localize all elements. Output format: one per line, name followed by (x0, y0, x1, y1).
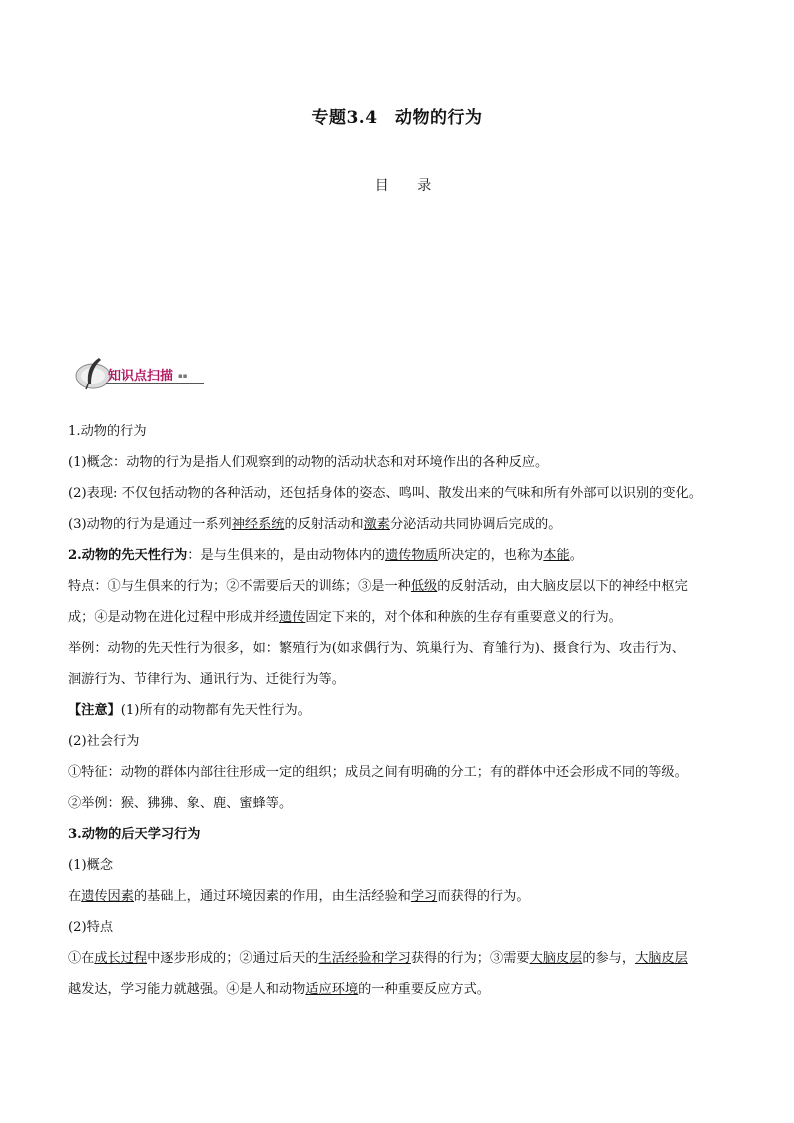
section-2-examples-line2: 洄游行为、节律行为、通讯行为、迁徙行为等。 (68, 672, 345, 687)
section-1-manifestation: (2)表现: 不仅包括动物的各种活动，还包括身体的姿态、鸣叫、散发出来的气味和所有外部可以识别的变化。 (68, 486, 702, 501)
section-3-features: ①在成长过程中逐步形成的；②通过后天的生活经验和学习获得的行为；③需要大脑皮层的参与，大脑皮层 越发达，学习能力就越强。④是人和动物适应环境的一种重要反应方式。 (68, 951, 688, 997)
toc-heading: 目 录 (374, 178, 444, 194)
section-3-concept: 在遗传因素的基础上，通过环境因素的作用，由生活经验和学习而获得的行为。 (68, 889, 530, 904)
section-1-concept: (1)概念：动物的行为是指人们观察到的动物的活动状态和对环境作出的各种反应。 (68, 455, 549, 470)
section-1-mechanism: (3)动物的行为是通过一系列神经系统的反射活动和激素分泌活动共同协调后完成的。 (68, 517, 562, 532)
section-2-traits-line1: 特点：①与生俱来的行为；②不需要后天的训练；③是一种低级的反射活动，由大脑皮层以下的神经中枢完 (68, 579, 688, 594)
section-2-examples-line1: 举例：动物的先天性行为很多，如：繁殖行为(如求偶行为、筑巢行为、育雏行为)、摄食行为、攻击行为、 (68, 641, 685, 656)
section-2-social-heading: (2)社会行为 (68, 734, 140, 749)
content-body (68, 416, 728, 1005)
banner-ornament: ▪▪ (178, 372, 188, 380)
banner-label: 知识点扫描 (108, 369, 174, 384)
section-2-heading: 2.动物的先天性行为：是与生俱来的，是由动物体内的遗传物质所决定的，也称为本能。 (68, 548, 583, 563)
section-2-social-examples: ②举例：猴、狒狒、象、鹿、蜜蜂等。 (68, 796, 293, 811)
page-title: 专题3.4 动物的行为 (311, 108, 483, 128)
section-2-note: 【注意】(1)所有的动物都有先天性行为。 (68, 703, 311, 718)
section-2-traits-line2: 成；④是动物在进化过程中形成并经遗传固定下来的，对个体和种族的生存有重要意义的行为。 (68, 610, 622, 625)
knowledge-banner (74, 356, 204, 390)
section-2-social-features: ①特征：动物的群体内部往往形成一定的组织；成员之间有明确的分工；有的群体中还会形成不同的等级。 (68, 765, 688, 780)
section-3-concept-heading: (1)概念 (68, 858, 114, 873)
section-3-features-heading: (2)特点 (68, 920, 114, 935)
section-1-heading: 1.动物的行为 (68, 424, 147, 439)
section-3-heading: 3.动物的后天学习行为 (68, 827, 201, 842)
